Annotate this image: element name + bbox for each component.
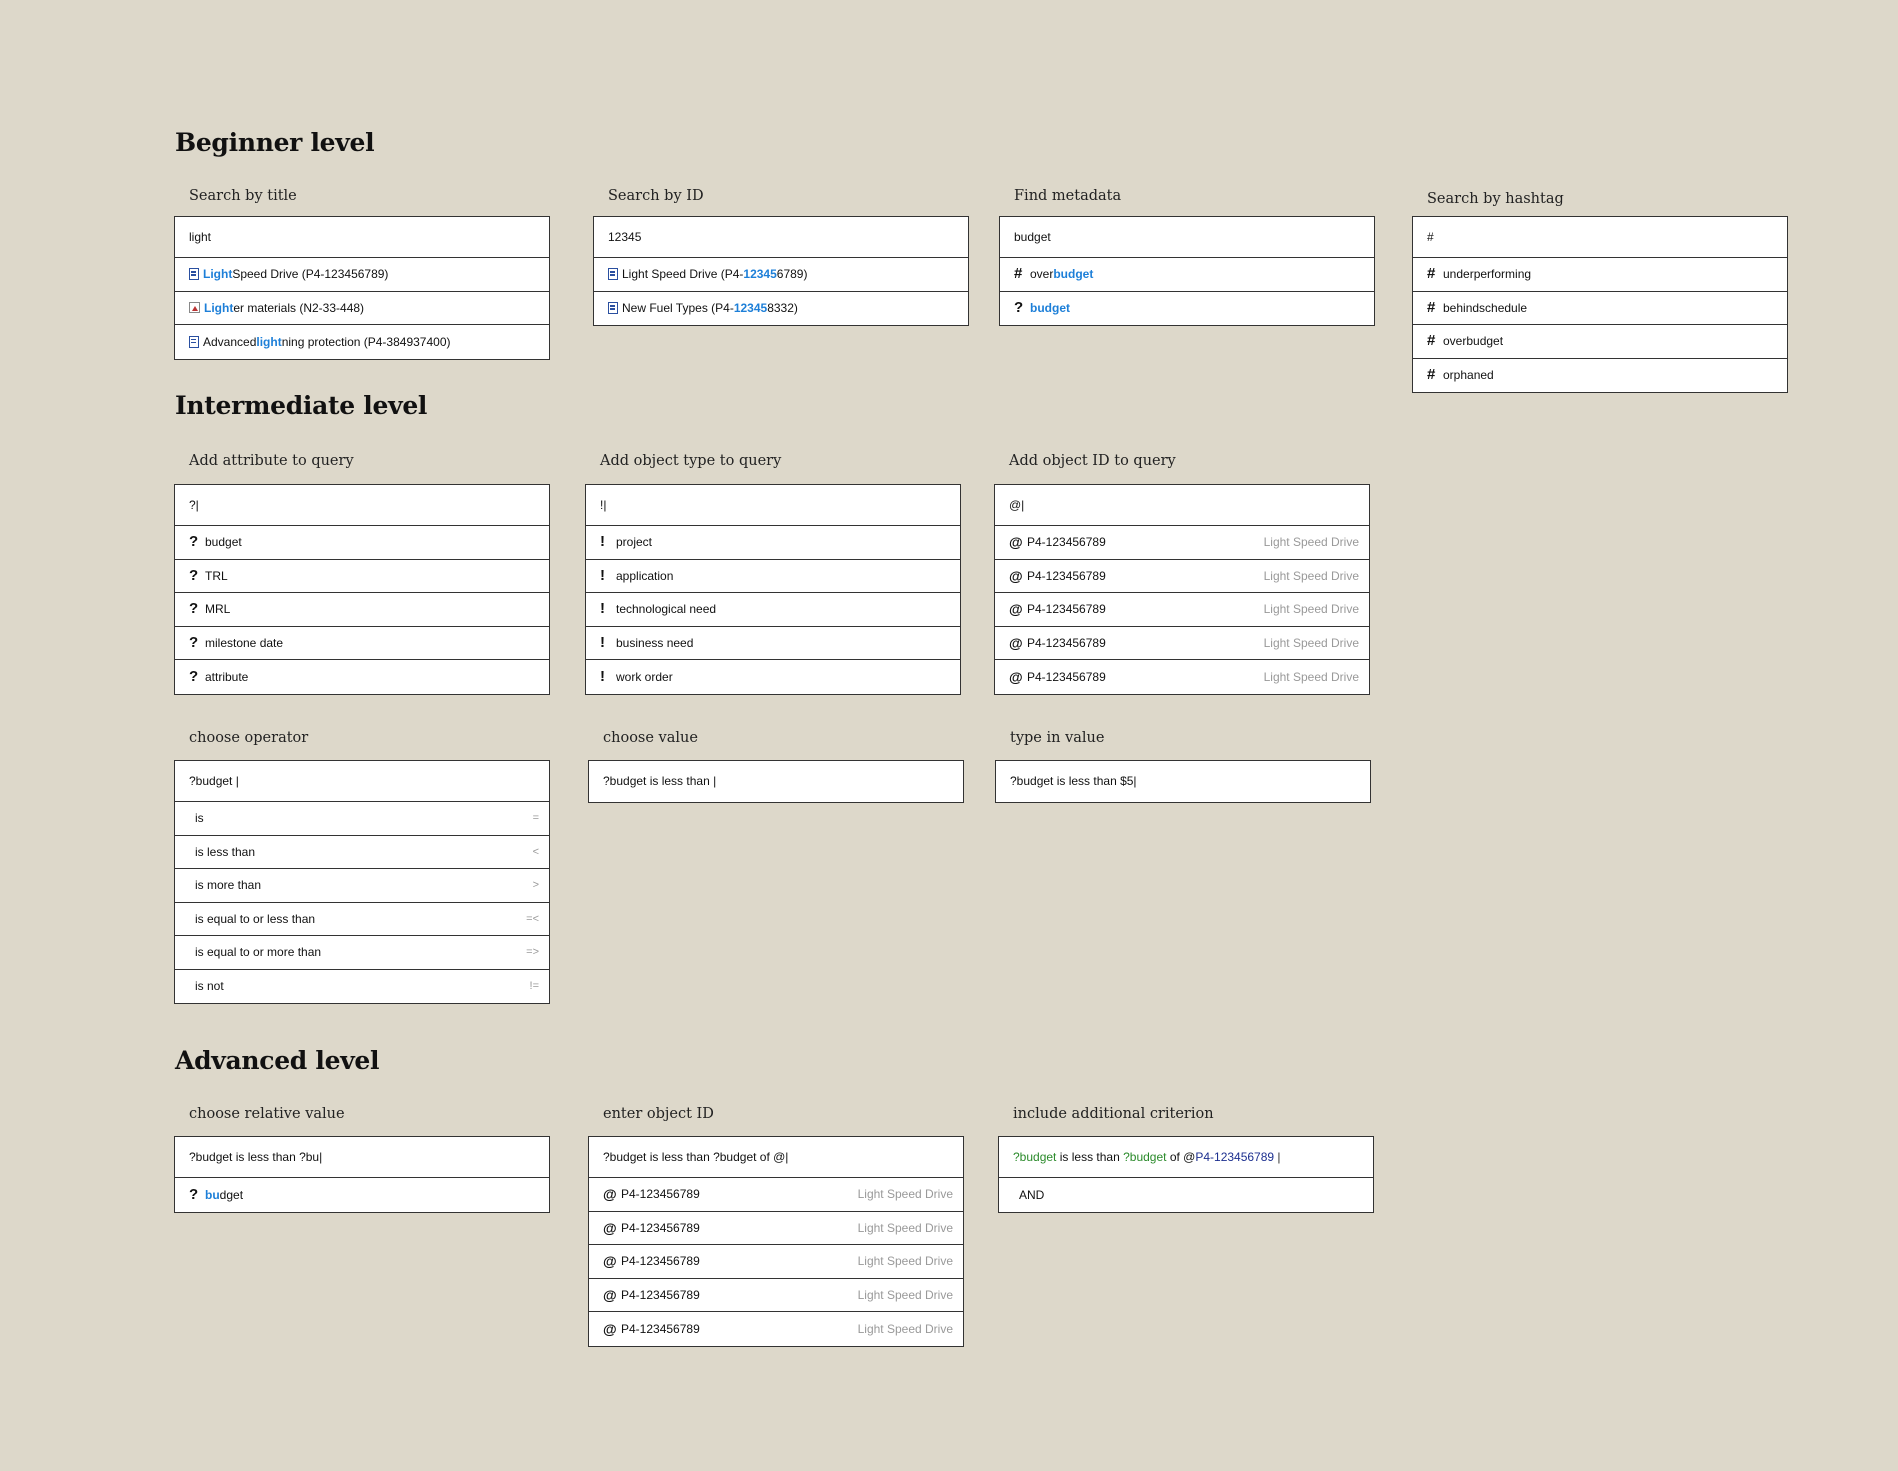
result-text: Advanced xyxy=(203,334,257,349)
list-item[interactable] xyxy=(586,593,960,627)
operator-label: is equal to or more than xyxy=(195,945,322,960)
add-object-id-block xyxy=(994,451,1370,695)
exclamation-icon: ! xyxy=(600,533,605,551)
operator-symbol: != xyxy=(529,980,539,993)
list-item[interactable] xyxy=(586,526,960,560)
at-icon: @ xyxy=(1009,567,1023,584)
and-label: AND xyxy=(1019,1187,1045,1202)
result-text: Speed Drive (P4-123456789) xyxy=(232,267,389,282)
result-text: 8332) xyxy=(767,301,798,316)
result-text: milestone date xyxy=(205,635,284,650)
choose-value-block xyxy=(588,728,964,803)
result-text: business need xyxy=(616,635,694,650)
list-item[interactable] xyxy=(175,325,549,359)
operator-symbol: = xyxy=(532,812,539,825)
search-by-id-block xyxy=(593,186,969,326)
block-label: Add object ID to query xyxy=(1009,453,1176,469)
list-item[interactable] xyxy=(586,627,960,661)
document-icon xyxy=(189,268,199,280)
list-item[interactable] xyxy=(995,593,1369,627)
match-highlight: 12345 xyxy=(733,301,768,316)
query-text: | xyxy=(1274,1150,1281,1164)
and-option[interactable] xyxy=(999,1178,1373,1212)
question-icon: ? xyxy=(189,667,199,685)
object-id: P4-123456789 xyxy=(1027,568,1106,583)
document-icon xyxy=(608,302,618,314)
object-name: Light Speed Drive xyxy=(1263,669,1359,684)
operator-label: is equal to or less than xyxy=(195,911,316,926)
type-value-panel xyxy=(995,760,1371,803)
list-item[interactable] xyxy=(1413,258,1787,292)
section-title-advanced: Advanced level xyxy=(175,1046,380,1075)
operator-option[interactable] xyxy=(175,802,549,836)
object-name: Light Speed Drive xyxy=(857,1287,953,1302)
result-text: work order xyxy=(616,669,673,684)
at-icon: @ xyxy=(1009,668,1023,685)
object-token: P4-123456789 xyxy=(1195,1150,1275,1164)
operator-option[interactable] xyxy=(175,903,549,937)
result-text: budget xyxy=(205,535,242,550)
block-label: Search by hashtag xyxy=(1427,191,1564,207)
attribute-query-input[interactable]: ?| xyxy=(175,485,549,526)
block-label: Search by title xyxy=(189,188,297,204)
add-object-type-block xyxy=(585,451,961,695)
choose-value-panel xyxy=(588,760,964,803)
additional-criterion-panel xyxy=(998,1136,1374,1213)
search-by-id-panel xyxy=(593,216,969,326)
list-item[interactable] xyxy=(586,560,960,594)
list-item[interactable] xyxy=(1413,359,1787,393)
hashtag-icon: # xyxy=(1427,332,1436,350)
document-icon xyxy=(608,268,618,280)
find-metadata-panel xyxy=(999,216,1375,326)
result-text: dget xyxy=(219,1187,244,1202)
exclamation-icon: ! xyxy=(600,667,605,685)
list-item[interactable] xyxy=(594,258,968,292)
operator-symbol: < xyxy=(532,845,539,858)
choose-operator-block xyxy=(174,728,550,1004)
attribute-token: ?budget xyxy=(1013,1150,1057,1164)
typed-value-input[interactable]: ?budget is less than $5| xyxy=(1010,774,1137,788)
result-text: over xyxy=(1030,267,1054,282)
operator-symbol: =< xyxy=(526,912,539,925)
question-icon: ? xyxy=(189,600,199,618)
search-by-hashtag-panel xyxy=(1412,216,1788,393)
list-item[interactable] xyxy=(594,292,968,326)
at-icon: @ xyxy=(1009,534,1023,551)
list-item[interactable] xyxy=(589,1245,963,1279)
object-name: Light Speed Drive xyxy=(857,1220,953,1235)
section-title-beginner: Beginner level xyxy=(175,128,375,157)
enter-object-id-block xyxy=(588,1104,964,1347)
object-id: P4-123456789 xyxy=(621,1287,700,1302)
query-text: of @ xyxy=(1166,1150,1196,1164)
exclamation-icon: ! xyxy=(600,633,605,651)
at-icon: @ xyxy=(603,1320,617,1337)
list-item[interactable] xyxy=(589,1279,963,1313)
match-highlight: light xyxy=(256,334,282,349)
exclamation-icon: ! xyxy=(600,600,605,618)
choose-operator-panel xyxy=(174,760,550,1004)
list-item[interactable] xyxy=(1413,292,1787,326)
list-item[interactable] xyxy=(175,1178,549,1212)
operator-option[interactable] xyxy=(175,869,549,903)
question-icon: ? xyxy=(189,1185,199,1203)
match-highlight: Light xyxy=(204,300,234,315)
at-icon: @ xyxy=(603,1186,617,1203)
block-label: include additional criterion xyxy=(1013,1106,1214,1122)
list-item[interactable] xyxy=(589,1178,963,1212)
search-title-input[interactable]: light xyxy=(175,217,549,258)
result-text: technological need xyxy=(616,602,717,617)
object-name: Light Speed Drive xyxy=(857,1321,953,1336)
find-metadata-input[interactable]: budget xyxy=(1000,217,1374,258)
object-type-query-input[interactable]: !| xyxy=(586,485,960,526)
block-label: choose relative value xyxy=(189,1106,345,1122)
list-item[interactable] xyxy=(175,627,549,661)
at-icon: @ xyxy=(1009,634,1023,651)
list-item[interactable] xyxy=(589,1312,963,1346)
result-text: overbudget xyxy=(1443,334,1504,349)
list-item[interactable] xyxy=(1413,325,1787,359)
list-item[interactable] xyxy=(995,526,1369,560)
question-icon: ? xyxy=(1014,299,1024,317)
object-id: P4-123456789 xyxy=(621,1220,700,1235)
object-id: P4-123456789 xyxy=(1027,635,1106,650)
at-icon: @ xyxy=(603,1286,617,1303)
hashtag-icon: # xyxy=(1427,298,1436,316)
search-id-input[interactable]: 12345 xyxy=(594,217,968,258)
object-id: P4-123456789 xyxy=(1027,535,1106,550)
block-label: enter object ID xyxy=(603,1106,714,1122)
document-icon xyxy=(189,336,199,348)
operator-label: is xyxy=(195,811,204,826)
object-id: P4-123456789 xyxy=(621,1321,700,1336)
add-attribute-panel xyxy=(174,484,550,695)
object-id-input[interactable]: ?budget is less than ?budget of @| xyxy=(589,1137,963,1178)
attribute-token: ?budget xyxy=(1123,1150,1167,1164)
result-text: MRL xyxy=(205,602,231,617)
operator-label: is more than xyxy=(195,878,262,893)
query-text: is less than xyxy=(1056,1150,1124,1164)
section-title-intermediate: Intermediate level xyxy=(175,391,428,420)
block-label: type in value xyxy=(1010,730,1105,746)
block-label: Add object type to query xyxy=(600,453,782,469)
result-text: behindschedule xyxy=(1443,300,1528,315)
match-highlight: 12345 xyxy=(743,267,777,282)
match-highlight: bu xyxy=(205,1187,220,1202)
object-name: Light Speed Drive xyxy=(1263,602,1359,617)
search-hashtag-input[interactable]: # xyxy=(1413,217,1787,258)
object-id-query-input[interactable]: @| xyxy=(995,485,1369,526)
question-icon: ? xyxy=(189,633,199,651)
result-text: er materials (N2-33-448) xyxy=(233,300,365,315)
object-id: P4-123456789 xyxy=(1027,602,1106,617)
object-name: Light Speed Drive xyxy=(1263,535,1359,550)
result-text: New Fuel Types (P4- xyxy=(622,301,734,316)
question-icon: ? xyxy=(189,566,199,584)
list-item[interactable] xyxy=(995,660,1369,694)
at-icon: @ xyxy=(603,1253,617,1270)
result-text: application xyxy=(616,568,674,583)
object-id: P4-123456789 xyxy=(1027,669,1106,684)
operator-option[interactable] xyxy=(175,970,549,1004)
list-item[interactable] xyxy=(175,560,549,594)
block-label: Add attribute to query xyxy=(189,453,354,469)
match-highlight: budget xyxy=(1053,267,1094,282)
list-item[interactable] xyxy=(995,627,1369,661)
list-item[interactable] xyxy=(1000,258,1374,292)
operator-label: is less than xyxy=(195,844,256,859)
search-by-title-panel xyxy=(174,216,550,360)
question-icon: ? xyxy=(189,533,199,551)
object-id: P4-123456789 xyxy=(621,1187,700,1202)
relative-value-block xyxy=(174,1104,550,1213)
operator-option[interactable] xyxy=(175,836,549,870)
list-item[interactable] xyxy=(175,292,549,326)
relative-value-input[interactable]: ?budget is less than ?bu| xyxy=(175,1137,549,1178)
hashtag-icon: # xyxy=(1427,366,1436,384)
exclamation-icon: ! xyxy=(600,566,605,584)
list-item[interactable] xyxy=(175,660,549,694)
result-text: Light Speed Drive (P4- xyxy=(622,267,744,282)
object-name: Light Speed Drive xyxy=(857,1254,953,1269)
search-by-title-block xyxy=(174,186,550,360)
operator-symbol: => xyxy=(526,946,539,959)
match-highlight: Light xyxy=(203,267,233,282)
list-item[interactable] xyxy=(175,593,549,627)
type-value-block xyxy=(995,728,1371,803)
list-item[interactable] xyxy=(1000,292,1374,326)
operator-label: is not xyxy=(195,979,224,994)
value-query-input[interactable]: ?budget is less than | xyxy=(603,774,717,788)
object-name: Light Speed Drive xyxy=(1263,568,1359,583)
add-attribute-block xyxy=(174,451,550,695)
operator-query-input[interactable]: ?budget | xyxy=(175,761,549,802)
additional-criterion-block xyxy=(998,1104,1374,1213)
object-name: Light Speed Drive xyxy=(857,1187,953,1202)
match-highlight: budget xyxy=(1030,301,1070,316)
search-by-hashtag-block xyxy=(1412,189,1788,393)
result-text: project xyxy=(616,535,653,550)
result-text: TRL xyxy=(205,568,228,583)
relative-value-panel xyxy=(174,1136,550,1213)
block-label: Find metadata xyxy=(1014,188,1122,204)
block-label: choose operator xyxy=(189,730,309,746)
block-label: choose value xyxy=(603,730,698,746)
list-item[interactable] xyxy=(589,1212,963,1246)
additional-criterion-input[interactable] xyxy=(999,1137,1373,1178)
add-object-id-panel xyxy=(994,484,1370,695)
hashtag-icon: # xyxy=(1427,265,1436,283)
object-id: P4-123456789 xyxy=(621,1254,700,1269)
enter-object-id-panel xyxy=(588,1136,964,1347)
result-text: orphaned xyxy=(1443,368,1494,383)
at-icon: @ xyxy=(603,1219,617,1236)
operator-symbol: > xyxy=(532,879,539,892)
list-item[interactable] xyxy=(175,258,549,292)
list-item[interactable] xyxy=(995,560,1369,594)
list-item[interactable] xyxy=(586,660,960,694)
result-text: ning protection (P4-384937400) xyxy=(281,334,451,349)
image-icon xyxy=(189,302,200,313)
list-item[interactable] xyxy=(175,526,549,560)
object-name: Light Speed Drive xyxy=(1263,635,1359,650)
operator-option[interactable] xyxy=(175,936,549,970)
result-text: underperforming xyxy=(1443,267,1532,282)
find-metadata-block xyxy=(999,186,1375,326)
block-label: Search by ID xyxy=(608,188,704,204)
add-object-type-panel xyxy=(585,484,961,695)
at-icon: @ xyxy=(1009,601,1023,618)
result-text: 6789) xyxy=(776,267,808,282)
hashtag-icon: # xyxy=(1014,265,1023,283)
result-text: attribute xyxy=(205,669,249,684)
